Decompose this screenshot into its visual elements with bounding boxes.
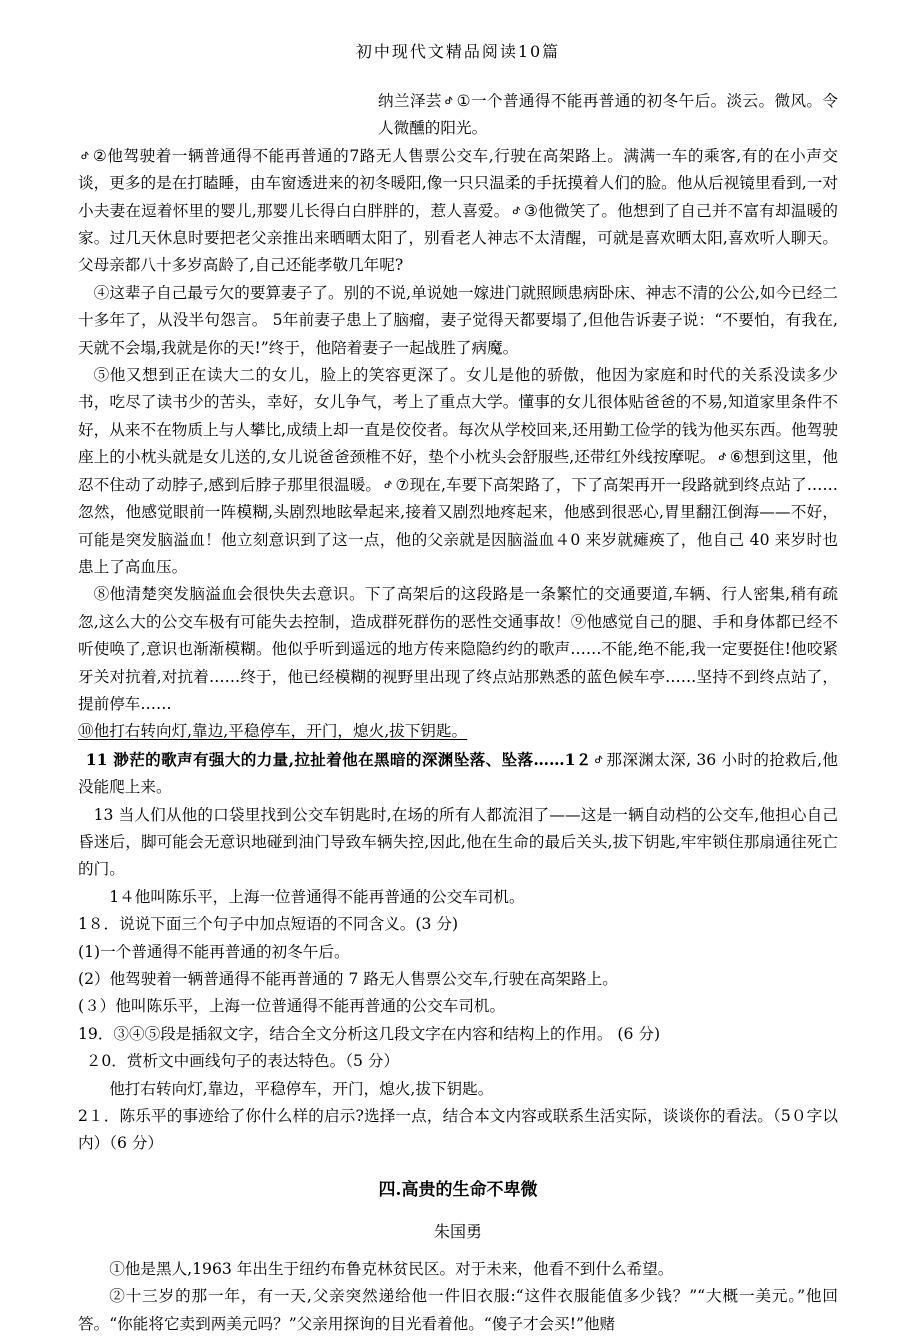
paragraph-12: 那深渊太深, 36 小时的抢救后,他没能爬上来。 <box>78 750 839 797</box>
question-19: 19．③④⑤段是插叙文字，结合全文分析这几段文字在内容和结构上的作用。 (6 分) <box>78 1024 661 1043</box>
paragraph-5: ⑤他又想到正在读大二的女儿，脸上的笑容更深了。女儿是他的骄傲，他因为家庭和时代的关系没读多少书，吃尽了读书少的苦头，幸好，女儿争气，考上了重点大学。懂事的女儿很体贴爸爸的不易,知道家里条件不好，从来不在物质上与人攀比,成绩上却一直是佼佼者。每次从学校回来,还用勤工俭学的钱为他买东西。他驾驶座上的小枕头就是女儿送的,女儿说爸爸颈椎不好，垫个小枕头会舒服些,还带红外线按摩呢。 <box>78 366 838 467</box>
question-20: ２0．赏析文中画线句子的表达特色。（5 分） <box>85 1052 400 1071</box>
paragraphs-8-9 <box>78 581 838 718</box>
section-4-paragraph-2: ②十三岁的那一年，有一天,父亲突然递给他一件旧衣服:“这件衣服能值多少钱？”“大概一美元。”他回答。“你能将它卖到两美元吗？”父亲用探询的目光看着他。“傻子才会买!”他赌 <box>78 1287 838 1333</box>
paragraph-9: ⑨他感觉自己的腿、手和身体都已经不听使唤了,意识也渐渐模糊。他似乎听到遥远的地方传来隐隐约约的歌声……不能,绝不能,我一定要挺住!他咬紧牙关对抗着,对抗着……终于，他已经模糊的视野里出现了终点站那熟悉的蓝色候车亭……坚持不到终点站了，提前停车…… <box>78 612 838 713</box>
paragraphs-11-12 <box>78 746 838 802</box>
story-first-line <box>78 88 838 143</box>
author-line: 纳兰泽芸 <box>378 92 442 110</box>
paragraphs-5-7 <box>78 362 838 581</box>
question-18: 1８．说说下面三个句子中加点短语的不同含义。(3 分) <box>78 915 459 934</box>
paragraph-marker-icon: ᕷ <box>384 479 393 491</box>
paragraph-marker-icon: ᕷ <box>512 205 521 217</box>
question-18-item-2: (2）他驾驶着一辆普通得不能再普通的 7 路无人售票公交车,行驶在高架路上。 <box>78 970 618 988</box>
paragraph-7: ⑦现在,车要下高架路了，下了高架再开一段路就到终点站了……忽然，他感觉眼前一阵模糊,头剧烈地眩晕起来,接着又剧烈地疼起来，他感到很恶心,胃里翻江倒海——不好，可能是突发脑溢血！他立刻意识到了这一点，他的父亲就是因脑溢血４0 来岁就瘫痪了，他自己 40 来岁时也患上了高血压。 <box>78 475 838 576</box>
question-21: 2１．陈乐平的事迹给了你什么样的启示?选择一点，结合本文内容或联系生活实际，谈谈你的看法。（5０字以内）（6 分） <box>78 1107 838 1153</box>
paragraph-4: ④这辈子自己最亏欠的要算妻子了。别的不说,单说她一嫁进门就照顾患病卧床、神志不清的公公,如今已经二十多年了，从没半句怨言。 5年前妻子患上了脑瘤，妻子觉得天都要塌了,但他告诉妻子说：“不要怕，有我在,天就不会塌,我就是你的天!”终于，他陪着妻子一起战胜了病魔。 <box>78 283 838 357</box>
document-page <box>78 0 838 1338</box>
paragraph-13: 13 当人们从他的口袋里找到公交车钥匙时,在场的所有人都流泪了——这是一辆自动档的公交车,他担心自己昏迷后，脚可能会无意识地碰到油门导致车辆失控,因此,他在生命的最后关头,拔下钥匙,牢牢锁住那扇通往死亡的门。 <box>78 805 838 879</box>
paragraph-marker-icon: ᕷ <box>444 96 454 107</box>
paragraph-1-intro: ①一个普通得不能再普通的初冬午后。淡云。微风。令人微醺的阳光。 <box>378 92 838 138</box>
page-header: 初中现代文精品阅读10篇 <box>355 42 561 61</box>
section-4-paragraph-1: ①他是黑人,1963 年出生于纽约布鲁克林贫民区。对于未来，他看不到什么希望。 <box>109 1259 674 1278</box>
paragraph-14: 1４他叫陈乐平，上海一位普通得不能再普通的公交车司机。 <box>109 887 525 906</box>
paragraph-10-underlined-sentence: ⑩他打右转向灯,靠边,平稳停车，开门，熄火,拔下钥匙。 <box>78 722 468 741</box>
section-4-author: 朱国勇 <box>433 1221 482 1241</box>
story-text <box>78 88 838 1338</box>
question-20-sentence: 他打右转向灯,靠边，平稳停车，开门，熄火,拔下钥匙。 <box>109 1079 494 1098</box>
paragraph-12-number: 1２ <box>564 749 592 769</box>
paragraph-6: ⑥想到这里，他忍不住动了动脖子,感到后脖子那里很温暖。 <box>78 448 838 494</box>
paragraphs-2-3 <box>78 143 838 280</box>
paragraph-marker-icon: ᕷ <box>718 452 727 464</box>
paragraph-marker-icon: ᕷ <box>81 150 90 162</box>
section-4-title: 四.高贵的生命不卑微 <box>378 1179 538 1200</box>
question-18-item-3: (３）他叫陈乐平，上海一位普通得不能再普通的公交车司机。 <box>78 997 506 1016</box>
paragraph-11: 11 渺茫的歌声有强大的力量,拉扯着他在黑暗的深渊坠落、坠落…… <box>85 749 565 769</box>
paragraph-3: ③他微笑了。他想到了自己并不富有却温暖的家。过几天休息时要把老父亲推出来晒晒太阳了，别看老人神志不太清醒，可就是喜欢晒太阳,喜欢听人聊天。父母亲都八十多岁高龄了,自己还能孝敬几年呢? <box>78 201 838 275</box>
paragraph-marker-icon: ᕷ <box>594 754 604 766</box>
question-18-item-1: (1)一个普通得不能再普通的初冬午后。 <box>78 942 350 961</box>
paragraph-2: ②他驾驶着一辆普通得不能再普通的7路无人售票公交车,行驶在高架路上。满满一车的乘客,有的在小声交谈，更多的是在打瞌睡，由车窗透进来的初冬暖阳,像一只只温柔的手抚摸着人们的脸。他从后视镜里看到,一对小夫妻在逗着怀里的婴儿,那婴儿长得白白胖胖的，惹人喜爱。 <box>78 146 838 220</box>
paragraph-8: ⑧他清楚突发脑溢血会很快失去意识。下了高架后的这段路是一条繁忙的交通要道,车辆、行人密集,稍有疏忽,这么大的公交车极有可能失去控制，造成群死群伤的恶性交通事故！ <box>78 585 838 631</box>
